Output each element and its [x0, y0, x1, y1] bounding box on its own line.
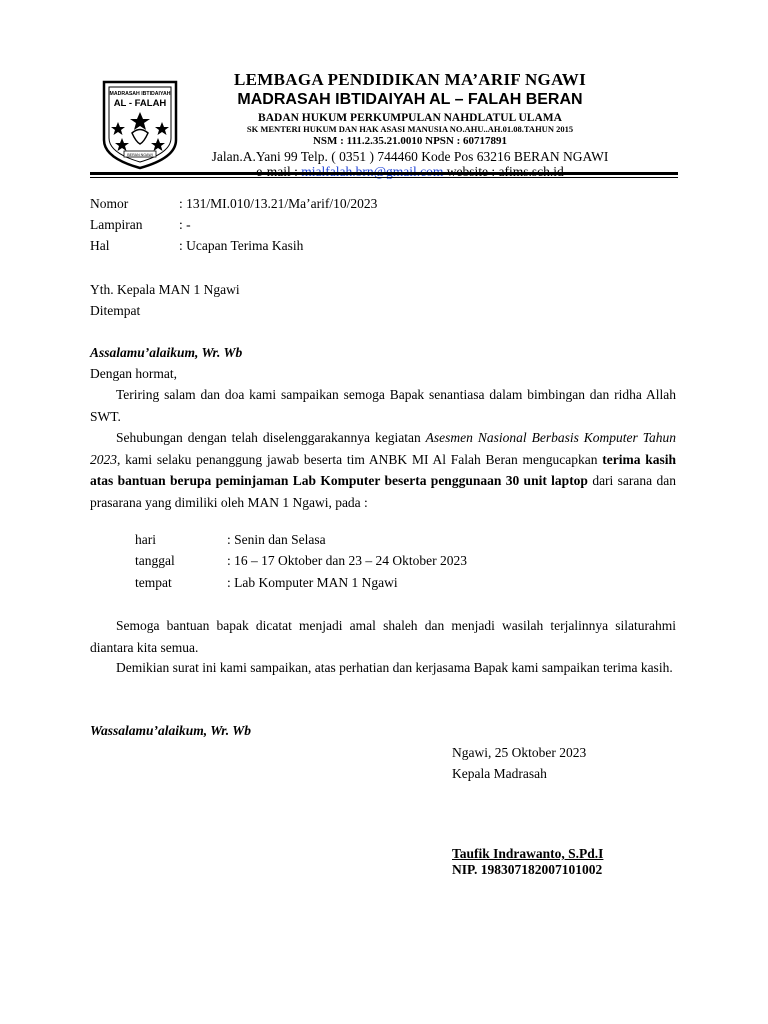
letterhead — [180, 70, 640, 180]
hal-label: Hal — [90, 238, 110, 253]
letterhead-divider-thin — [90, 177, 678, 178]
greeting: Dengan hormat, — [90, 366, 177, 381]
paragraph-2-part-a: Sehubungan dengan telah diselenggarakannya kegiatan — [116, 430, 426, 445]
tanggal-label: tanggal — [135, 553, 175, 568]
paragraph-2-thanks-bold: terima kasih atas bantuan berupa peminjaman Lab Komputer beserta penggunaan 30 unit laptop — [90, 451, 676, 488]
recipient-line: Yth. Kepala MAN 1 Ngawi — [90, 282, 240, 297]
lampiran-label: Lampiran — [90, 217, 143, 232]
signatory-name: Taufik Indrawanto, S.Pd.I — [452, 846, 604, 861]
logo-text-top: MADRASAH IBTIDAIYAH — [109, 91, 171, 97]
letterhead-divider-thick — [90, 172, 678, 175]
paragraph-3-text: Semoga bantuan bapak dicatat menjadi amal shaleh dan menjadi wasilah terjalinnya silaturahmi diantara kita semua. — [90, 618, 676, 655]
hari-label: hari — [135, 532, 156, 547]
signatory-nip: NIP. 198307182007101002 — [452, 862, 603, 877]
paragraph-4-text: Demikian surat ini kami sampaikan, atas perhatian dan kerjasama Bapak kami sampaikan terima kasih. — [116, 660, 673, 675]
tempat-label: tempat — [135, 575, 172, 590]
paragraph-2-event-name: Asesmen Nasional Berbasis Komputer Tahun 2023 — [90, 430, 676, 467]
paragraph-2-part-c: dari sarana dan prasarana yang dimiliki oleh MAN 1 Ngawi, pada : — [90, 473, 676, 510]
letterhead-institution: LEMBAGA PENDIDIKAN MA’ARIF NGAWI — [234, 70, 586, 89]
hari-value: : Senin dan Selasa — [227, 532, 326, 547]
opening-salam: Assalamu’alaikum, Wr. Wb — [90, 345, 243, 360]
paragraph-4 — [90, 657, 676, 679]
recipient-place: Ditempat — [90, 303, 141, 318]
place-date: Ngawi, 25 Oktober 2023 — [452, 745, 587, 760]
tempat-value: : Lab Komputer MAN 1 Ngawi — [227, 575, 398, 590]
closing-salam: Wassalamu’alaikum, Wr. Wb — [90, 723, 252, 738]
letterhead-nsm-npsn: NSM : 111.2.35.21.0010 NPSN : 60717891 — [312, 134, 508, 147]
paragraph-2-part-b: , kami selaku penanggung jawab beserta tim ANBK MI Al Falah Beran mengucapkan — [117, 451, 603, 467]
letterhead-sk-decree: SK MENTERI HUKUM DAN HAK ASASI MANUSIA NO.AHU..AH.01.08.TAHUN 2015 — [246, 124, 574, 135]
nomor-label: Nomor — [90, 196, 129, 211]
paragraph-1-text: Teriring salam dan doa kami sampaikan semoga Bapak senantiasa dalam bimbingan dan ridha Allah SWT. — [90, 387, 676, 424]
letterhead-address: Jalan.A.Yani 99 Telp. ( 0351 ) 744460 Kode Pos 63216 BERAN NGAWI — [211, 148, 609, 164]
letterhead-school-name: MADRASAH IBTIDAIYAH AL – FALAH BERAN — [237, 90, 583, 108]
paragraph-2 — [90, 427, 676, 513]
signatory-title: Kepala Madrasah — [452, 766, 547, 781]
letterhead-legal-entity: BADAN HUKUM PERKUMPULAN NAHDLATUL ULAMA — [258, 111, 562, 124]
logo-text-main: AL - FALAH — [113, 98, 167, 109]
nomor-value: : 131/MI.010/13.21/Ma’arif/10/2023 — [179, 196, 378, 211]
logo-text-bottom: BERAN NGAWI — [127, 152, 153, 157]
paragraph-1 — [90, 384, 676, 427]
school-logo-icon — [100, 78, 180, 170]
lampiran-value: : - — [179, 217, 191, 232]
hal-value: : Ucapan Terima Kasih — [179, 238, 304, 253]
tanggal-value: : 16 – 17 Oktober dan 23 – 24 Oktober 2023 — [227, 553, 467, 568]
paragraph-3 — [90, 615, 676, 658]
